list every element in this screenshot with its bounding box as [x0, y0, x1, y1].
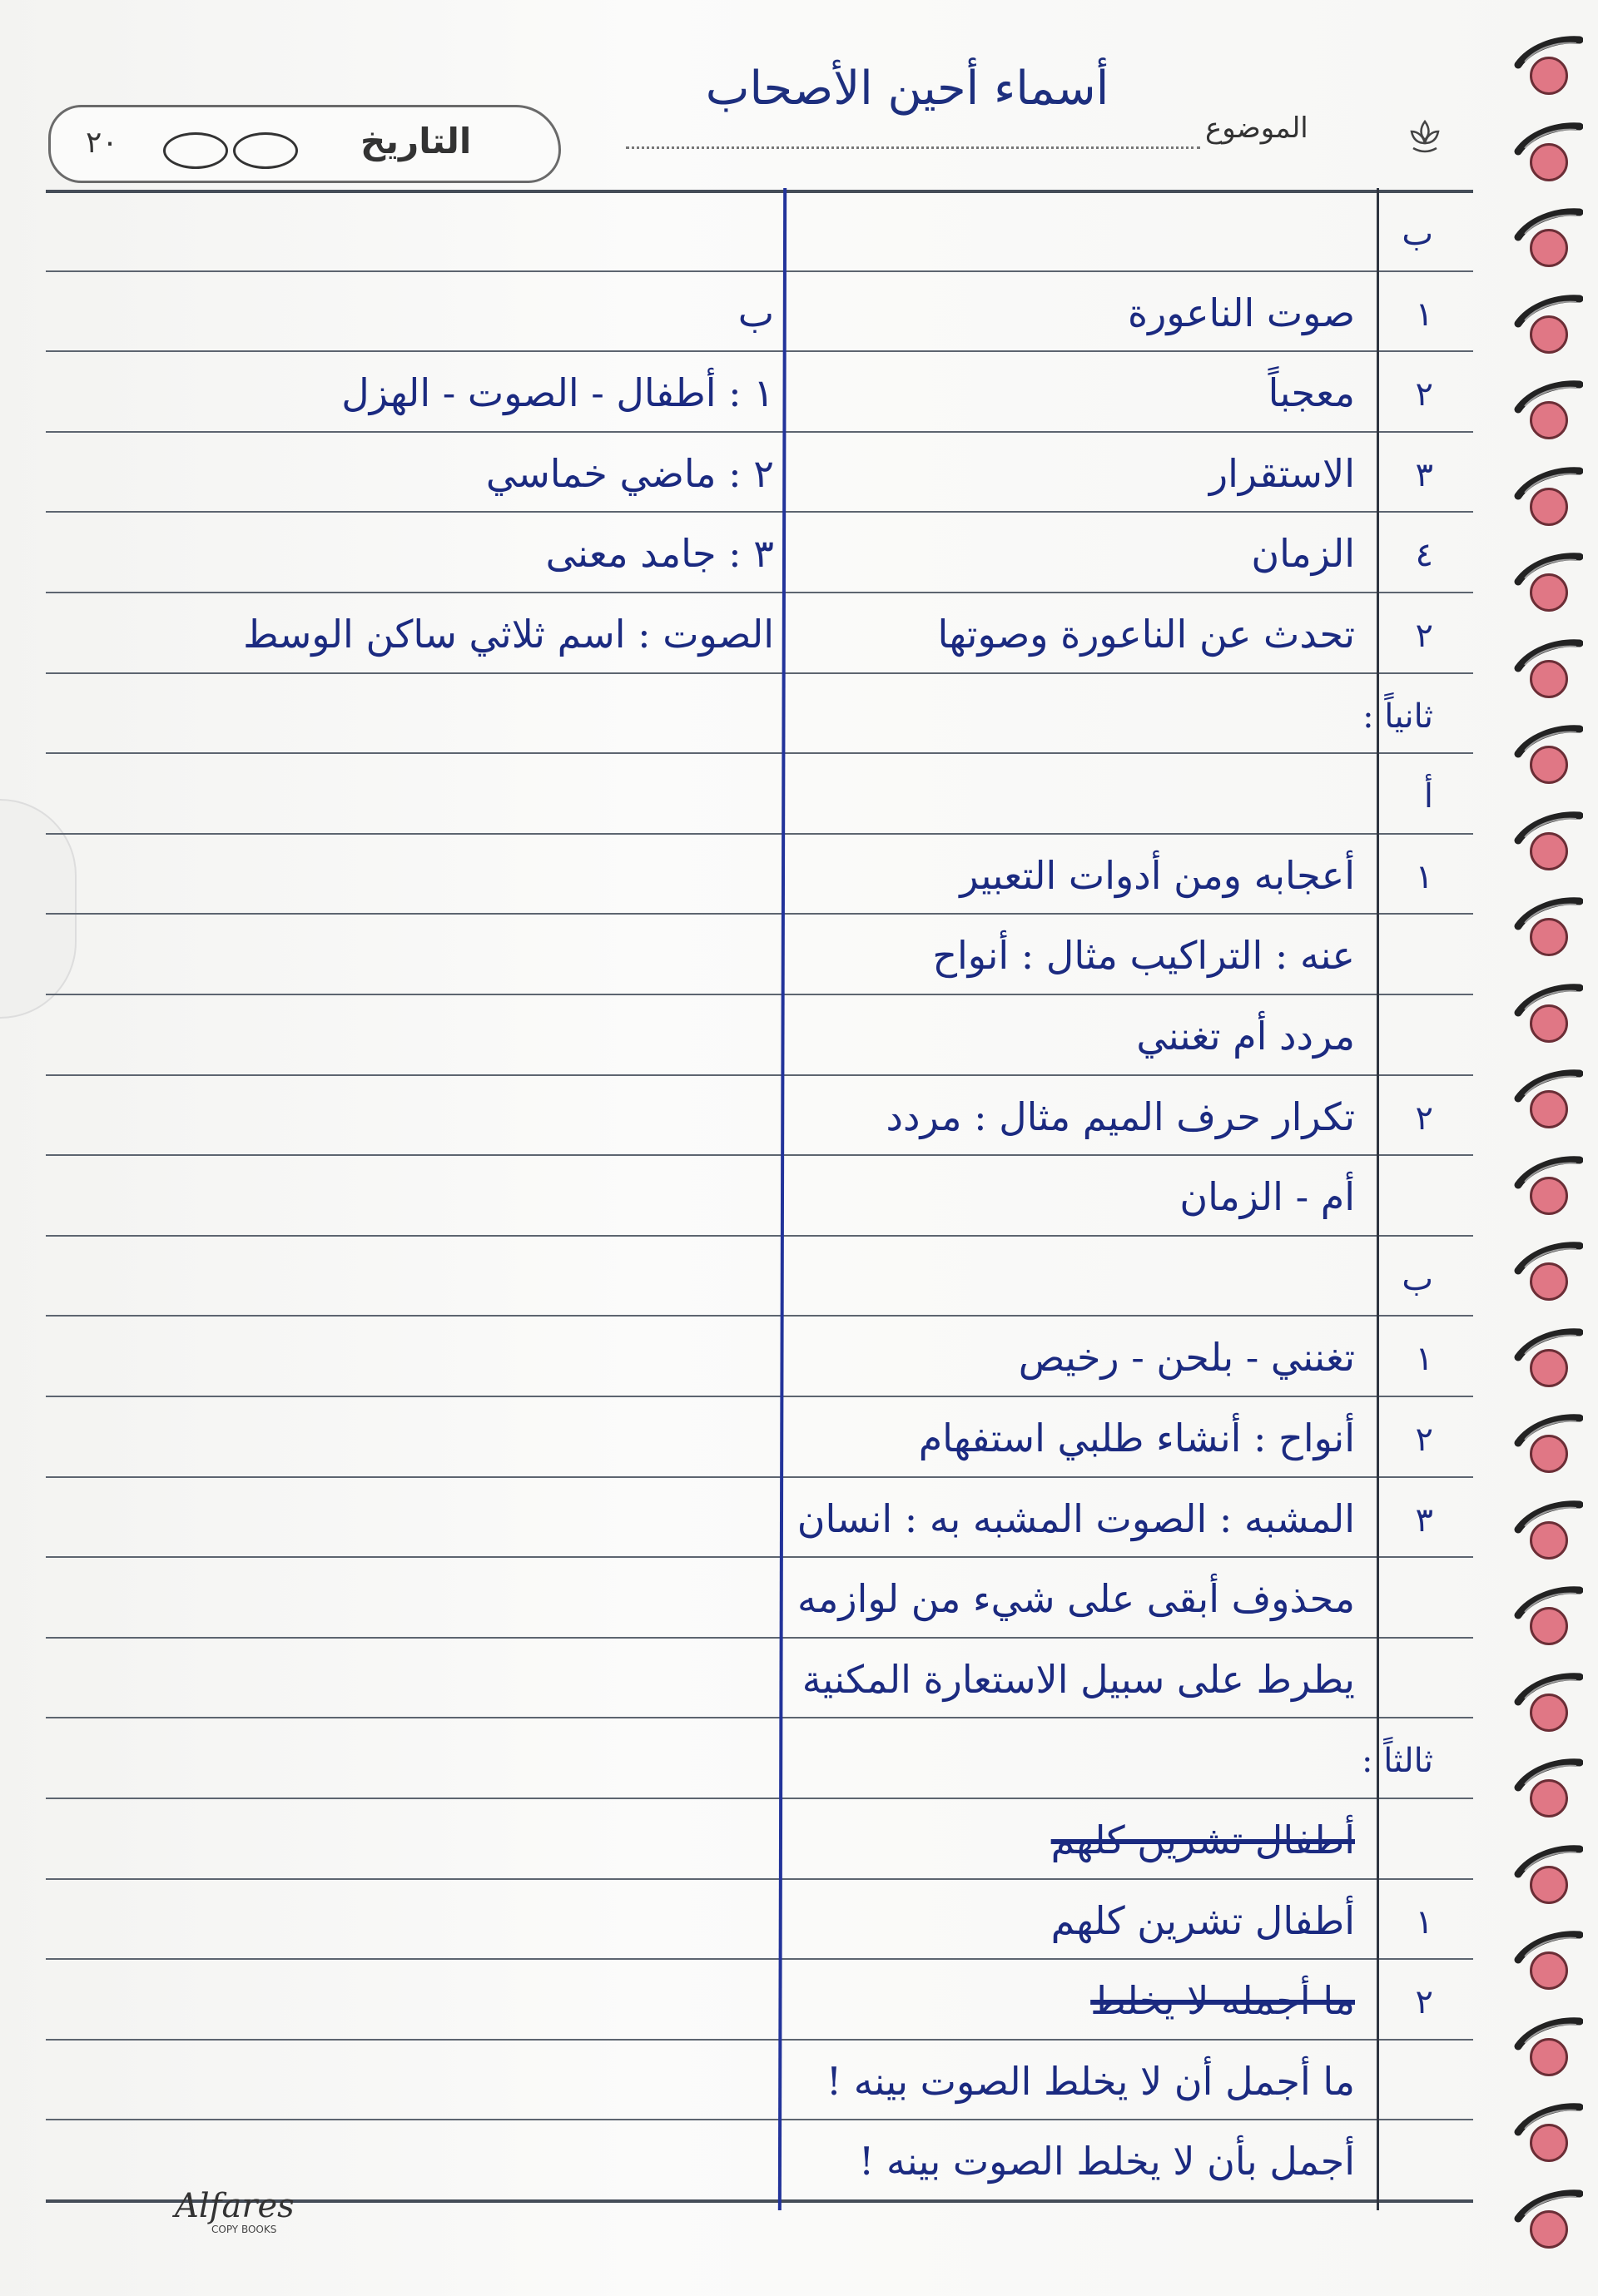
- answer-text: تغنني - بلحن - رخيص: [1018, 1335, 1355, 1381]
- left-answer-text: ب: [737, 290, 774, 335]
- ruled-line: [46, 2119, 1473, 2120]
- ruled-line: [46, 1235, 1473, 1237]
- answer-text: معجباً: [1268, 370, 1355, 416]
- ruled-line: [46, 1958, 1473, 1960]
- page-title: أسماء أحين الأصحاب: [705, 62, 1109, 116]
- row-label: ثالثاً :: [1362, 1742, 1433, 1781]
- spiral-ring-icon: [1513, 2185, 1583, 2225]
- spiral-ring-icon: [1513, 1410, 1583, 1450]
- date-label: التاريخ: [360, 121, 472, 161]
- date-oval: [163, 132, 228, 169]
- answer-text: مردد أم تغنني: [1136, 1014, 1355, 1059]
- brand-logo: Alfares: [175, 2187, 295, 2225]
- row-label: ٢: [1415, 375, 1433, 414]
- spiral-ring-icon: [1513, 1754, 1583, 1794]
- ruled-line: [46, 431, 1473, 433]
- ruled-line: [46, 1717, 1473, 1718]
- spiral-ring-icon: [1513, 32, 1583, 72]
- spiral-ring-icon: [1513, 376, 1583, 416]
- spiral-ring-icon: [1513, 1669, 1583, 1708]
- spiral-ring-icon: [1513, 118, 1583, 158]
- answer-text: المشبه : الصوت المشبه به : انسان: [797, 1495, 1355, 1541]
- row-label: أ: [1423, 777, 1433, 816]
- ruled-line: [46, 190, 1473, 193]
- spiral-ring-icon: [1513, 1496, 1583, 1536]
- ruled-line: [46, 270, 1473, 272]
- spiral-ring-icon: [1513, 1152, 1583, 1192]
- struck-answer-text: أطفال تشرين كلهم: [1050, 1817, 1355, 1862]
- date-year: ٢٠: [86, 126, 118, 160]
- answer-text: أجمل بأن لا يخلط الصوت بينه !: [858, 2139, 1355, 2184]
- ruled-line: [46, 752, 1473, 754]
- ruled-line: [46, 1074, 1473, 1076]
- date-ovals: [163, 132, 298, 169]
- ruled-line: [46, 994, 1473, 995]
- spiral-ring-icon: [1513, 548, 1583, 588]
- row-label: ٢: [1415, 1983, 1433, 2022]
- row-label: ٢: [1415, 1098, 1433, 1138]
- ruled-line: [46, 2039, 1473, 2041]
- row-label: ثانياً :: [1362, 697, 1433, 736]
- ruled-line: [46, 672, 1473, 674]
- row-label: ٢: [1415, 617, 1433, 655]
- spiral-ring-icon: [1513, 1841, 1583, 1881]
- left-answer-text: ٢ : ماضي خماسي: [485, 450, 774, 496]
- spiral-ring-icon: [1513, 1065, 1583, 1105]
- answer-text: أنواح : أنشاء طلبي استفهام: [918, 1416, 1355, 1460]
- row-label: ٢: [1415, 1421, 1433, 1459]
- spiral-ring-icon: [1513, 463, 1583, 503]
- answer-text: محذوف أبقى على شيء من لوازمه: [797, 1576, 1355, 1622]
- ruled-line: [46, 913, 1473, 915]
- answer-text: صوت الناعورة: [1128, 290, 1355, 335]
- row-label: ٣: [1415, 1500, 1433, 1540]
- answer-text: ما أجمل أن لا يخلط الصوت بينه !: [826, 2058, 1355, 2104]
- row-label: ١: [1415, 295, 1433, 334]
- ruled-line: [46, 1476, 1473, 1478]
- brand-sub: COPY BOOKS: [211, 2224, 277, 2235]
- row-label: ١: [1415, 1340, 1433, 1379]
- answer-text: الاستقرار: [1208, 450, 1355, 496]
- left-answer-text: ١ : أطفال - الصوت - الهزل: [341, 370, 774, 416]
- margin-line: [1377, 188, 1379, 2210]
- spiral-ring-icon: [1513, 721, 1583, 761]
- subject-label: الموضوع: [1205, 112, 1308, 145]
- ruled-line: [46, 1637, 1473, 1639]
- answer-text: الزمان: [1251, 531, 1355, 577]
- ruled-line: [46, 1396, 1473, 1397]
- ruled-line: [46, 1878, 1473, 1880]
- date-oval: [233, 132, 298, 169]
- flower-logo-icon: [1403, 115, 1447, 158]
- spiral-ring-icon: [1513, 979, 1583, 1019]
- row-label: ٣: [1415, 455, 1433, 494]
- spiral-ring-icon: [1513, 893, 1583, 933]
- answer-text: يطرط على سبيل الاستعارة المكنية: [801, 1656, 1355, 1702]
- ruled-line: [46, 592, 1473, 593]
- answer-text: تكرار حرف الميم مثال : مردد: [886, 1093, 1355, 1139]
- ruled-line: [46, 1315, 1473, 1317]
- spiral-ring-icon: [1513, 635, 1583, 675]
- answer-text: أم - الزمان: [1179, 1174, 1355, 1220]
- answer-text: تحدث عن الناعورة وصوتها: [937, 612, 1355, 657]
- spiral-ring-icon: [1513, 1582, 1583, 1622]
- answer-text: عنه : التراكيب مثال : أنواح: [932, 933, 1355, 979]
- answer-text: أطفال تشرين كلهم: [1050, 1897, 1355, 1943]
- row-label: ب: [1402, 215, 1433, 253]
- row-label: ١: [1415, 1902, 1433, 1941]
- spiral-ring-icon: [1513, 204, 1583, 244]
- spiral-ring-icon: [1513, 1324, 1583, 1364]
- spiral-ring-icon: [1513, 1927, 1583, 1966]
- row-label: ١: [1415, 857, 1433, 896]
- answer-text: أعجابه ومن أدوات التعبير: [960, 852, 1355, 898]
- ruled-line: [46, 1798, 1473, 1799]
- spiral-ring-icon: [1513, 2099, 1583, 2139]
- row-label: ٤: [1415, 536, 1433, 575]
- date-box: [48, 105, 561, 183]
- ruled-line: [46, 1556, 1473, 1558]
- ruled-line: [46, 1154, 1473, 1156]
- spiral-ring-icon: [1513, 807, 1583, 847]
- left-answer-text: الصوت : اسم ثلاثي ساكن الوسط: [243, 612, 774, 657]
- spiral-ring-icon: [1513, 290, 1583, 330]
- ruled-line: [46, 350, 1473, 352]
- left-answer-text: ٣ : جامد معنى: [545, 531, 774, 577]
- subject-dotted-line: [626, 146, 1200, 149]
- column-divider-line: [778, 188, 787, 2210]
- struck-answer-text: ما أجمله لا يخلط: [1090, 1978, 1355, 2024]
- row-label: ب: [1402, 1259, 1433, 1298]
- spiral-ring-icon: [1513, 2013, 1583, 2053]
- spiral-ring-icon: [1513, 1237, 1583, 1277]
- page-tab-notch: [0, 799, 77, 1019]
- ruled-line: [46, 511, 1473, 513]
- ruled-line: [46, 833, 1473, 835]
